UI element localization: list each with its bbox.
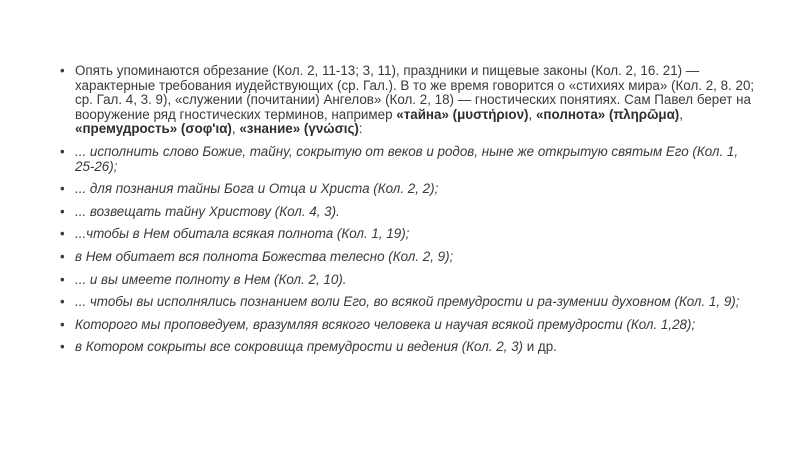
quote-bullet (60, 182, 760, 197)
quote-text: в Котором сокрыты все сокровища премудрости и ведения (Кол. 2, 3) (75, 339, 523, 355)
quote-text: ...чтобы в Нем обитала всякая полнота (Кол. 1, 19); (75, 226, 410, 242)
intro-bullet: • Опять упоминаются обрезание (Кол. 2, 11-13; 3, 11), праздники и пищевые законы (Кол. 2, 16. 21) — характерные требования иудействующих (ср. Гал.). В то же время говорится о «стихиях мира» (Кол. 2, 8. 20; ср. Гал. 4, 3. 9), «служении (почитании) Ангелов» (Кол. 2, 18) — гностических понятиях. Сам Павел берет на вооружение ряд гностических терминов, например «тайна» (μυστήριον), «полнота» (πληρῶμα), «премудрость» (σοφ'ια), «знание» (γνώσις): (60, 64, 760, 137)
quote-bullet (60, 318, 760, 333)
quote-text: ... чтобы вы исполнялись познанием воли Его, во всякой премудрости и ра-зумении духовном (Кол. 1, 9); (75, 294, 740, 310)
term-znanie: «знание» (γνώσις) (239, 121, 359, 137)
quote-bullet (60, 273, 760, 288)
quote-suffix: и др. (523, 339, 557, 355)
term-polnota: «полнота» (πληρῶμα) (535, 106, 680, 122)
term-premudrost: «премудрость» (σοφ'ια) (75, 121, 232, 137)
quote-bullet (60, 340, 760, 355)
quote-text: ... возвещать тайну Христову (Кол. 4, 3). (75, 203, 340, 219)
quote-text: ... и вы имеете полноту в Нем (Кол. 2, 10). (75, 271, 347, 287)
quote-bullet (60, 295, 760, 310)
quote-text: ... для познания тайны Бога и Отца и Христа (Кол. 2, 2); (75, 181, 439, 197)
quote-bullet (60, 205, 760, 220)
quote-text: ... исполнить слово Божие, тайну, сокрытую от веков и родов, ныне же открытую святым Его (Кол. 1, 25-26); (75, 143, 739, 174)
quote-bullet (60, 227, 760, 242)
term-tayna: «тайна» (μυστήριον) (396, 106, 529, 122)
bullet-list (60, 64, 760, 363)
quote-bullet (60, 250, 760, 265)
quote-text: Которого мы проповедуем, вразумляя всякого человека и научая всякой премудрости (Кол. 1,28); (75, 316, 696, 332)
intro-text: Опять упоминаются обрезание (Кол. 2, 11-13; 3, 11), праздники и пищевые законы (Кол. 2, 16. 21) — характерные требования иудействующих (ср. Гал.). В то же время говорится о «стихиях мира» (Кол. 2, 8. 20; ср. Гал. 4, 3. 9), «служении (почитании) Ангелов» (Кол. 2, 18) — гностических понятиях. Сам Павел берет на вооружение ряд гностических терминов, например (75, 63, 755, 122)
quote-bullet (60, 145, 760, 174)
quote-text: в Нем обитает вся полнота Божества телесно (Кол. 2, 9); (75, 248, 454, 264)
